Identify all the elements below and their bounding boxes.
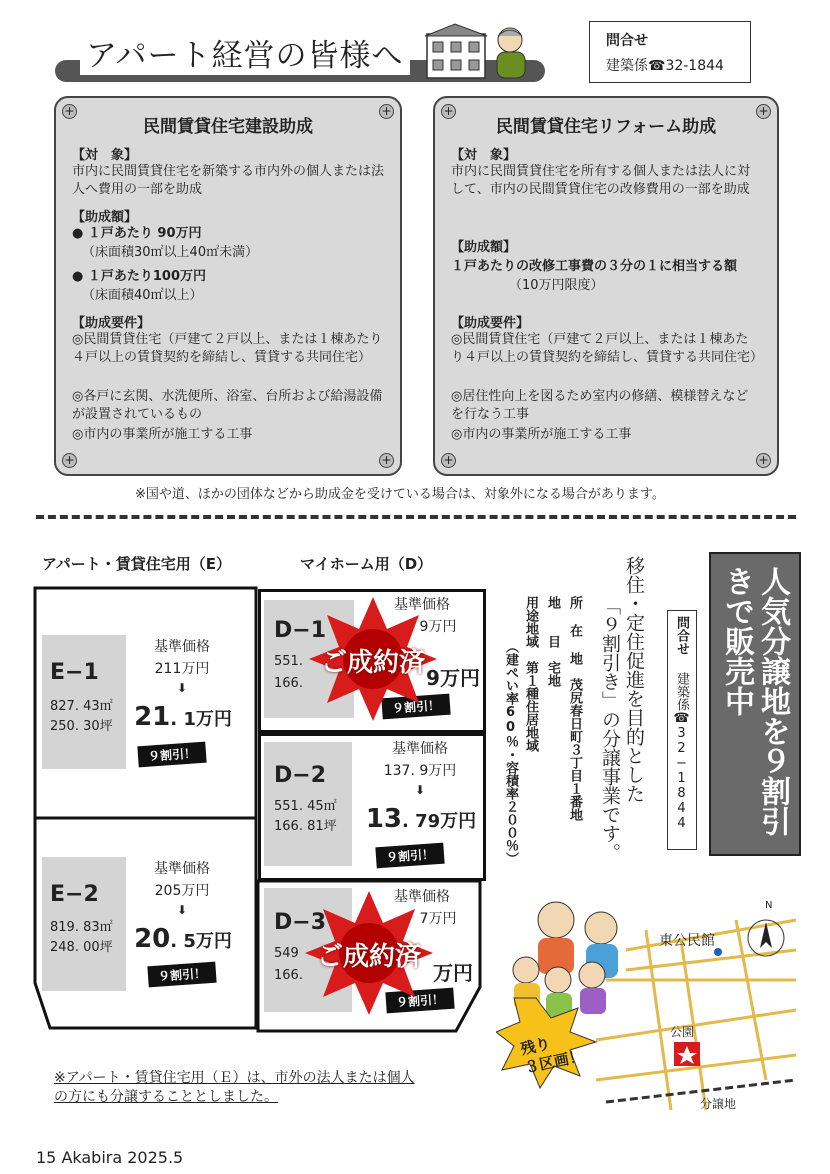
requirement-3: ◎市内の事業所が施工する工事 <box>451 427 632 442</box>
requirement-2: ◎各戸に玄関、水洗便所、浴室、台所および給湯設備が設置されているもの <box>72 389 383 422</box>
requirement-2: ◎居住性向上を図るため室内の修繕、模様替えなどを行なう工事 <box>451 389 749 422</box>
lot-d2-kijun: 基準価格 <box>392 741 448 757</box>
lot-e1-kijun: 基準価格 <box>154 639 210 655</box>
col-heading-e: アパート・賃貸住宅用（E） <box>42 555 232 573</box>
discount-badge: ９割引！ <box>385 988 454 1014</box>
screw-icon: + <box>379 104 394 119</box>
lot-d1-id: D−1 <box>274 618 327 643</box>
page-title: アパート経営の皆様へ <box>80 30 410 75</box>
family-and-map-illustration <box>496 880 806 1120</box>
lot-d2-new-price: 13. 79万円 <box>365 804 477 834</box>
sold-stamp <box>298 594 448 724</box>
lot-e2-area: 819. 83㎡ <box>50 920 113 935</box>
lot-e2-kijun: 基準価格 <box>154 861 210 877</box>
target-label: 【対 象】 <box>72 148 138 163</box>
screw-icon: + <box>441 453 456 468</box>
landuse-line: 地 目 宅地 <box>545 596 560 687</box>
east-hall-label: 東公民館 <box>659 933 715 949</box>
panel-title: 民間賃貸住宅建設助成 <box>143 117 313 137</box>
remaining-lots-text: 残り ３区画！ <box>518 1034 586 1077</box>
panel-title: 民間賃貸住宅リフォーム助成 <box>495 117 717 137</box>
location-line: 所 在 地 茂尻春日町３丁目１番地 <box>567 596 582 821</box>
target-text: 市内に民間賃貸住宅を所有する個人または法人に対して、市内の民間賃貸住宅の改修費用の一部を助成 <box>451 164 751 197</box>
lot-e1-area: 827. 43㎡ <box>50 699 113 714</box>
lot-d3-area: 549 <box>274 946 299 961</box>
lot-d1-kijun: 基準価格 <box>394 597 450 613</box>
requirement-1: ◎民間賃貸住宅（戸建て２戸以上、または１棟あたり４戸以上の賃貸契約を締結し、賃貸する共同住宅） <box>72 332 383 365</box>
lot-e1-tsubo: 250. 30坪 <box>50 719 113 734</box>
zone-line: 用途地域 第１種住居地域 <box>523 596 538 752</box>
subdivision-label: 分譲地 <box>700 1097 737 1111</box>
amount-label: 【助成額】 <box>451 240 517 255</box>
requirement-3: ◎市内の事業所が施工する工事 <box>72 427 253 442</box>
lot-e2-id: E−2 <box>50 882 99 907</box>
amount-limit: （10万円限度） <box>509 278 604 293</box>
page-footer: 15 Akabira 2025.5 <box>36 1148 184 1167</box>
amount-label: 【助成額】 <box>72 210 138 225</box>
discount-badge: ９割引！ <box>137 742 206 768</box>
sold-stamp <box>294 888 444 1018</box>
construction-subsidy-panel <box>54 96 402 476</box>
screw-icon: + <box>62 104 77 119</box>
screw-icon: + <box>441 104 456 119</box>
lot-e2-base: 205万円 <box>154 883 210 899</box>
col-heading-d: マイホーム用（D） <box>300 555 433 573</box>
park-label: 公園 <box>670 1025 695 1039</box>
apartment-illustration <box>425 22 545 80</box>
discount-badge: ９割引！ <box>375 843 444 869</box>
lot-d3-base: 7万円 <box>419 911 457 927</box>
amount-text: １戸あたりの改修工事費の３分の１に相当する額 <box>451 259 738 274</box>
inquiry-dept: 建築係☎32-1844 <box>606 58 724 74</box>
lot-e2-new-price: 20. 5万円 <box>134 924 232 954</box>
lot-d2-id: D−2 <box>274 763 327 788</box>
vertical-inquiry-label: 問合せ <box>674 616 689 655</box>
lot-d2-area: 551. 45㎡ <box>274 799 337 814</box>
lot-d3-id: D−3 <box>274 910 327 935</box>
arrow-icon: ⬇ <box>176 903 188 917</box>
lot-d1-new-price: 9万円 <box>426 666 480 690</box>
inquiry-box <box>589 21 751 83</box>
amount-1-note: （床面積30㎡以上40㎡未満） <box>82 245 259 260</box>
lot-e1-id: E−1 <box>50 660 99 685</box>
target-label: 【対 象】 <box>451 148 517 163</box>
north-label: N <box>765 900 773 911</box>
screw-icon: + <box>756 104 771 119</box>
lot-d1-base: 9万円 <box>419 619 457 635</box>
arrow-icon: ⬇ <box>414 783 426 797</box>
lot-e2-tsubo: 248. 00坪 <box>50 940 113 955</box>
lot-d1-tsubo: 166. <box>274 676 303 691</box>
requirements-label: 【助成要件】 <box>451 316 530 331</box>
bottom-note: ※アパート・賃貸住宅用（Ｅ）は、市外の法人または個人の方にも分譲することとしました。 <box>54 1070 415 1105</box>
lot-d1-area: 551. <box>274 654 303 669</box>
ratio-line: （建ぺい率60％・容積率２００％） <box>503 640 518 865</box>
intro-line-2: 「９割引き」の分譲事業です。 <box>599 596 621 862</box>
lot-d2-base: 137. 9万円 <box>383 763 457 779</box>
vertical-inquiry-dept: 建築係☎32−1844 <box>674 672 689 831</box>
amount-1: ● １戸あたり 90万円 <box>72 226 202 241</box>
lot-d3-kijun: 基準価格 <box>394 889 450 905</box>
inquiry-label: 問合せ <box>606 33 648 49</box>
lot-e1-base: 211万円 <box>154 661 210 677</box>
lot-d2-tsubo: 166. 81坪 <box>274 819 337 834</box>
lot-d3-tsubo: 166. <box>274 968 303 983</box>
amount-2-note: （床面積40㎡以上） <box>82 288 203 303</box>
requirement-1: ◎民間賃貸住宅（戸建て２戸以上、または１棟あたり４戸以上の賃貸契約を締結し、賃貸する共同住宅） <box>451 332 764 365</box>
lot-e1-new-price: 21. 1万円 <box>134 702 232 732</box>
intro-line-1: 移住・定住促進を目的とした <box>623 556 645 803</box>
amount-2: ● １戸あたり100万円 <box>72 269 207 284</box>
dashed-divider <box>36 515 796 519</box>
target-text: 市内に民間賃貸住宅を新築する市内外の個人または法人へ費用の一部を助成 <box>72 164 385 197</box>
sale-banner-text: 人気分譲地を９割引きで販売中 <box>718 562 790 850</box>
reform-subsidy-panel <box>433 96 779 476</box>
discount-badge: ９割引！ <box>147 962 216 988</box>
lot-d3-new-price: 万円 <box>433 961 473 985</box>
sold-text: ご成約済 <box>316 942 421 972</box>
discount-badge: ９割引！ <box>381 694 450 720</box>
arrow-icon: ⬇ <box>176 681 188 695</box>
screw-icon: + <box>379 453 394 468</box>
screw-icon: + <box>62 453 77 468</box>
exclusion-note: ※国や道、ほかの団体などから助成金を受けている場合は、対象外になる場合があります。 <box>135 487 665 502</box>
requirements-label: 【助成要件】 <box>72 316 151 331</box>
sold-text: ご成約済 <box>320 648 425 678</box>
screw-icon: + <box>756 453 771 468</box>
